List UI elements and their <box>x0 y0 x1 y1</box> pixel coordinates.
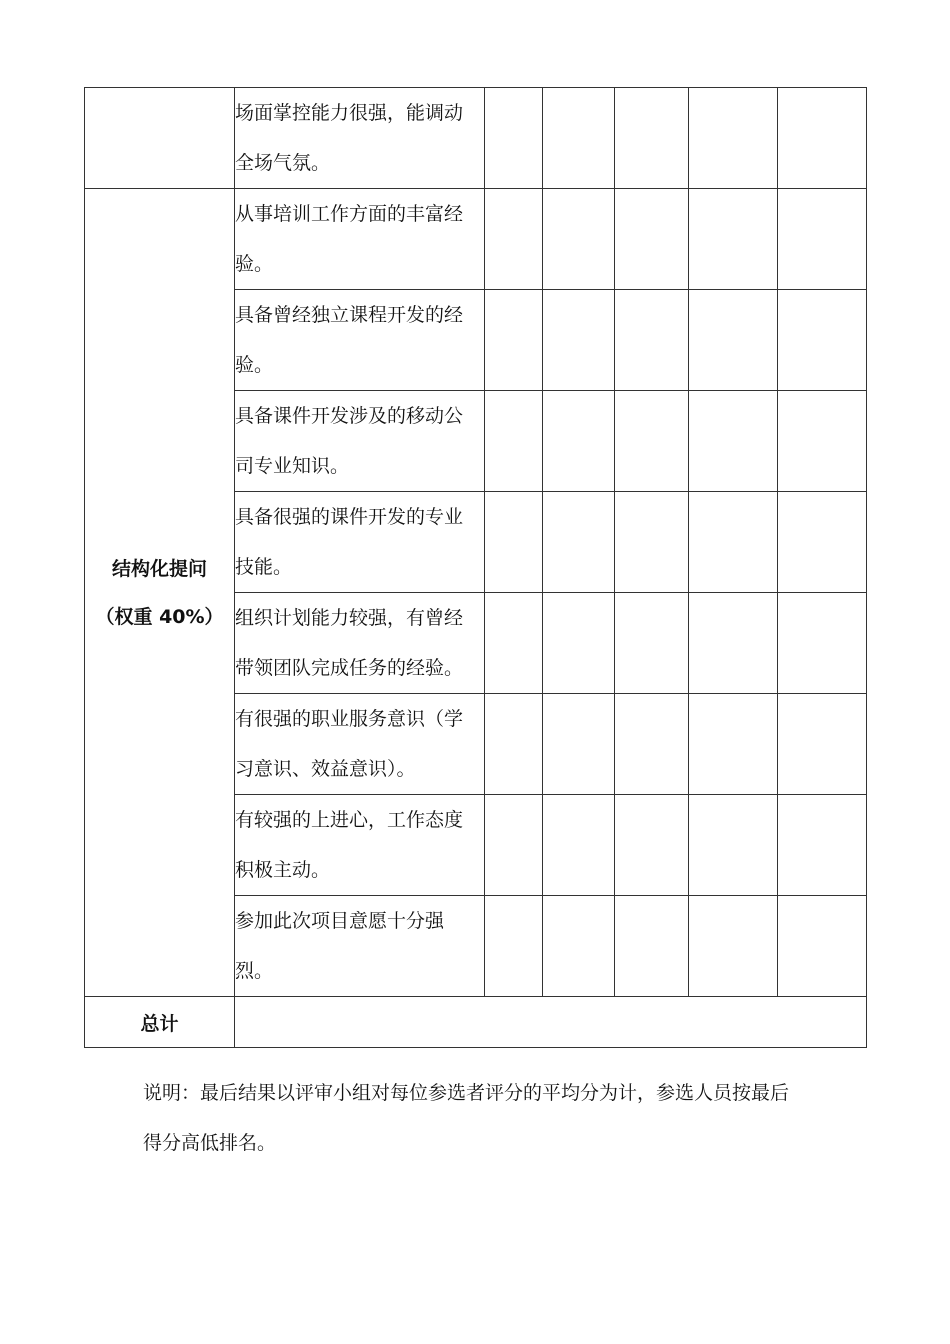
score-cell[interactable] <box>689 694 778 795</box>
score-cell[interactable] <box>485 189 543 290</box>
score-cell[interactable] <box>543 795 615 896</box>
score-cell[interactable] <box>689 896 778 997</box>
score-cell[interactable] <box>778 88 867 189</box>
score-cell[interactable] <box>485 593 543 694</box>
criterion-cell: 有很强的职业服务意识（学 习意识、效益意识）。 <box>235 694 485 795</box>
table-row <box>85 189 867 290</box>
score-cell[interactable] <box>543 189 615 290</box>
category-cell-empty <box>85 88 235 189</box>
score-cell[interactable] <box>485 492 543 593</box>
category-cell <box>85 189 235 997</box>
score-cell[interactable] <box>615 593 689 694</box>
criterion-cell: 从事培训工作方面的丰富经 验。 <box>235 189 485 290</box>
score-cell[interactable] <box>778 492 867 593</box>
score-cell[interactable] <box>543 290 615 391</box>
score-cell[interactable] <box>689 189 778 290</box>
score-cell[interactable] <box>615 896 689 997</box>
score-cell[interactable] <box>485 694 543 795</box>
score-cell[interactable] <box>485 290 543 391</box>
criterion-cell: 场面掌控能力很强，能调动 全场气氛。 <box>235 88 485 189</box>
score-cell[interactable] <box>615 189 689 290</box>
note-line-1: 说明：最后结果以评审小组对每位参选者评分的平均分为计，参选人员按最后 <box>143 1082 790 1104</box>
score-cell[interactable] <box>615 694 689 795</box>
score-cell[interactable] <box>778 694 867 795</box>
score-cell[interactable] <box>778 391 867 492</box>
score-cell[interactable] <box>778 795 867 896</box>
score-cell[interactable] <box>689 795 778 896</box>
criterion-cell: 具备很强的课件开发的专业 技能。 <box>235 492 485 593</box>
score-cell[interactable] <box>485 88 543 189</box>
score-cell[interactable] <box>543 896 615 997</box>
score-cell[interactable] <box>615 492 689 593</box>
category-weight: （权重 40%） <box>95 605 224 628</box>
score-cell[interactable] <box>543 88 615 189</box>
note-line-2: 得分高低排名。 <box>143 1132 277 1154</box>
score-cell[interactable] <box>543 593 615 694</box>
score-cell[interactable] <box>615 290 689 391</box>
criterion-cell: 组织计划能力较强，有曾经 带领团队完成任务的经验。 <box>235 593 485 694</box>
score-cell[interactable] <box>615 795 689 896</box>
score-cell[interactable] <box>689 391 778 492</box>
score-cell[interactable] <box>543 391 615 492</box>
criterion-cell: 具备曾经独立课程开发的经 验。 <box>235 290 485 391</box>
total-value-cell[interactable] <box>235 997 867 1048</box>
score-cell[interactable] <box>689 492 778 593</box>
score-cell[interactable] <box>485 391 543 492</box>
score-cell[interactable] <box>778 896 867 997</box>
criterion-cell: 具备课件开发涉及的移动公 司专业知识。 <box>235 391 485 492</box>
score-cell[interactable] <box>689 593 778 694</box>
score-cell[interactable] <box>778 290 867 391</box>
score-cell[interactable] <box>543 492 615 593</box>
total-row <box>85 997 867 1048</box>
score-cell[interactable] <box>778 189 867 290</box>
evaluation-table <box>84 87 867 1048</box>
table-row <box>85 88 867 189</box>
score-cell[interactable] <box>689 290 778 391</box>
score-cell[interactable] <box>485 896 543 997</box>
score-cell[interactable] <box>615 391 689 492</box>
score-cell[interactable] <box>689 88 778 189</box>
score-cell[interactable] <box>485 795 543 896</box>
criterion-cell: 参加此次项目意愿十分强 烈。 <box>235 896 485 997</box>
score-cell[interactable] <box>543 694 615 795</box>
score-cell[interactable] <box>615 88 689 189</box>
explanation-note <box>143 1068 833 1168</box>
total-label: 总计 <box>85 997 235 1048</box>
category-title: 结构化提问 <box>111 557 207 580</box>
score-cell[interactable] <box>778 593 867 694</box>
criterion-cell: 有较强的上进心，工作态度 积极主动。 <box>235 795 485 896</box>
